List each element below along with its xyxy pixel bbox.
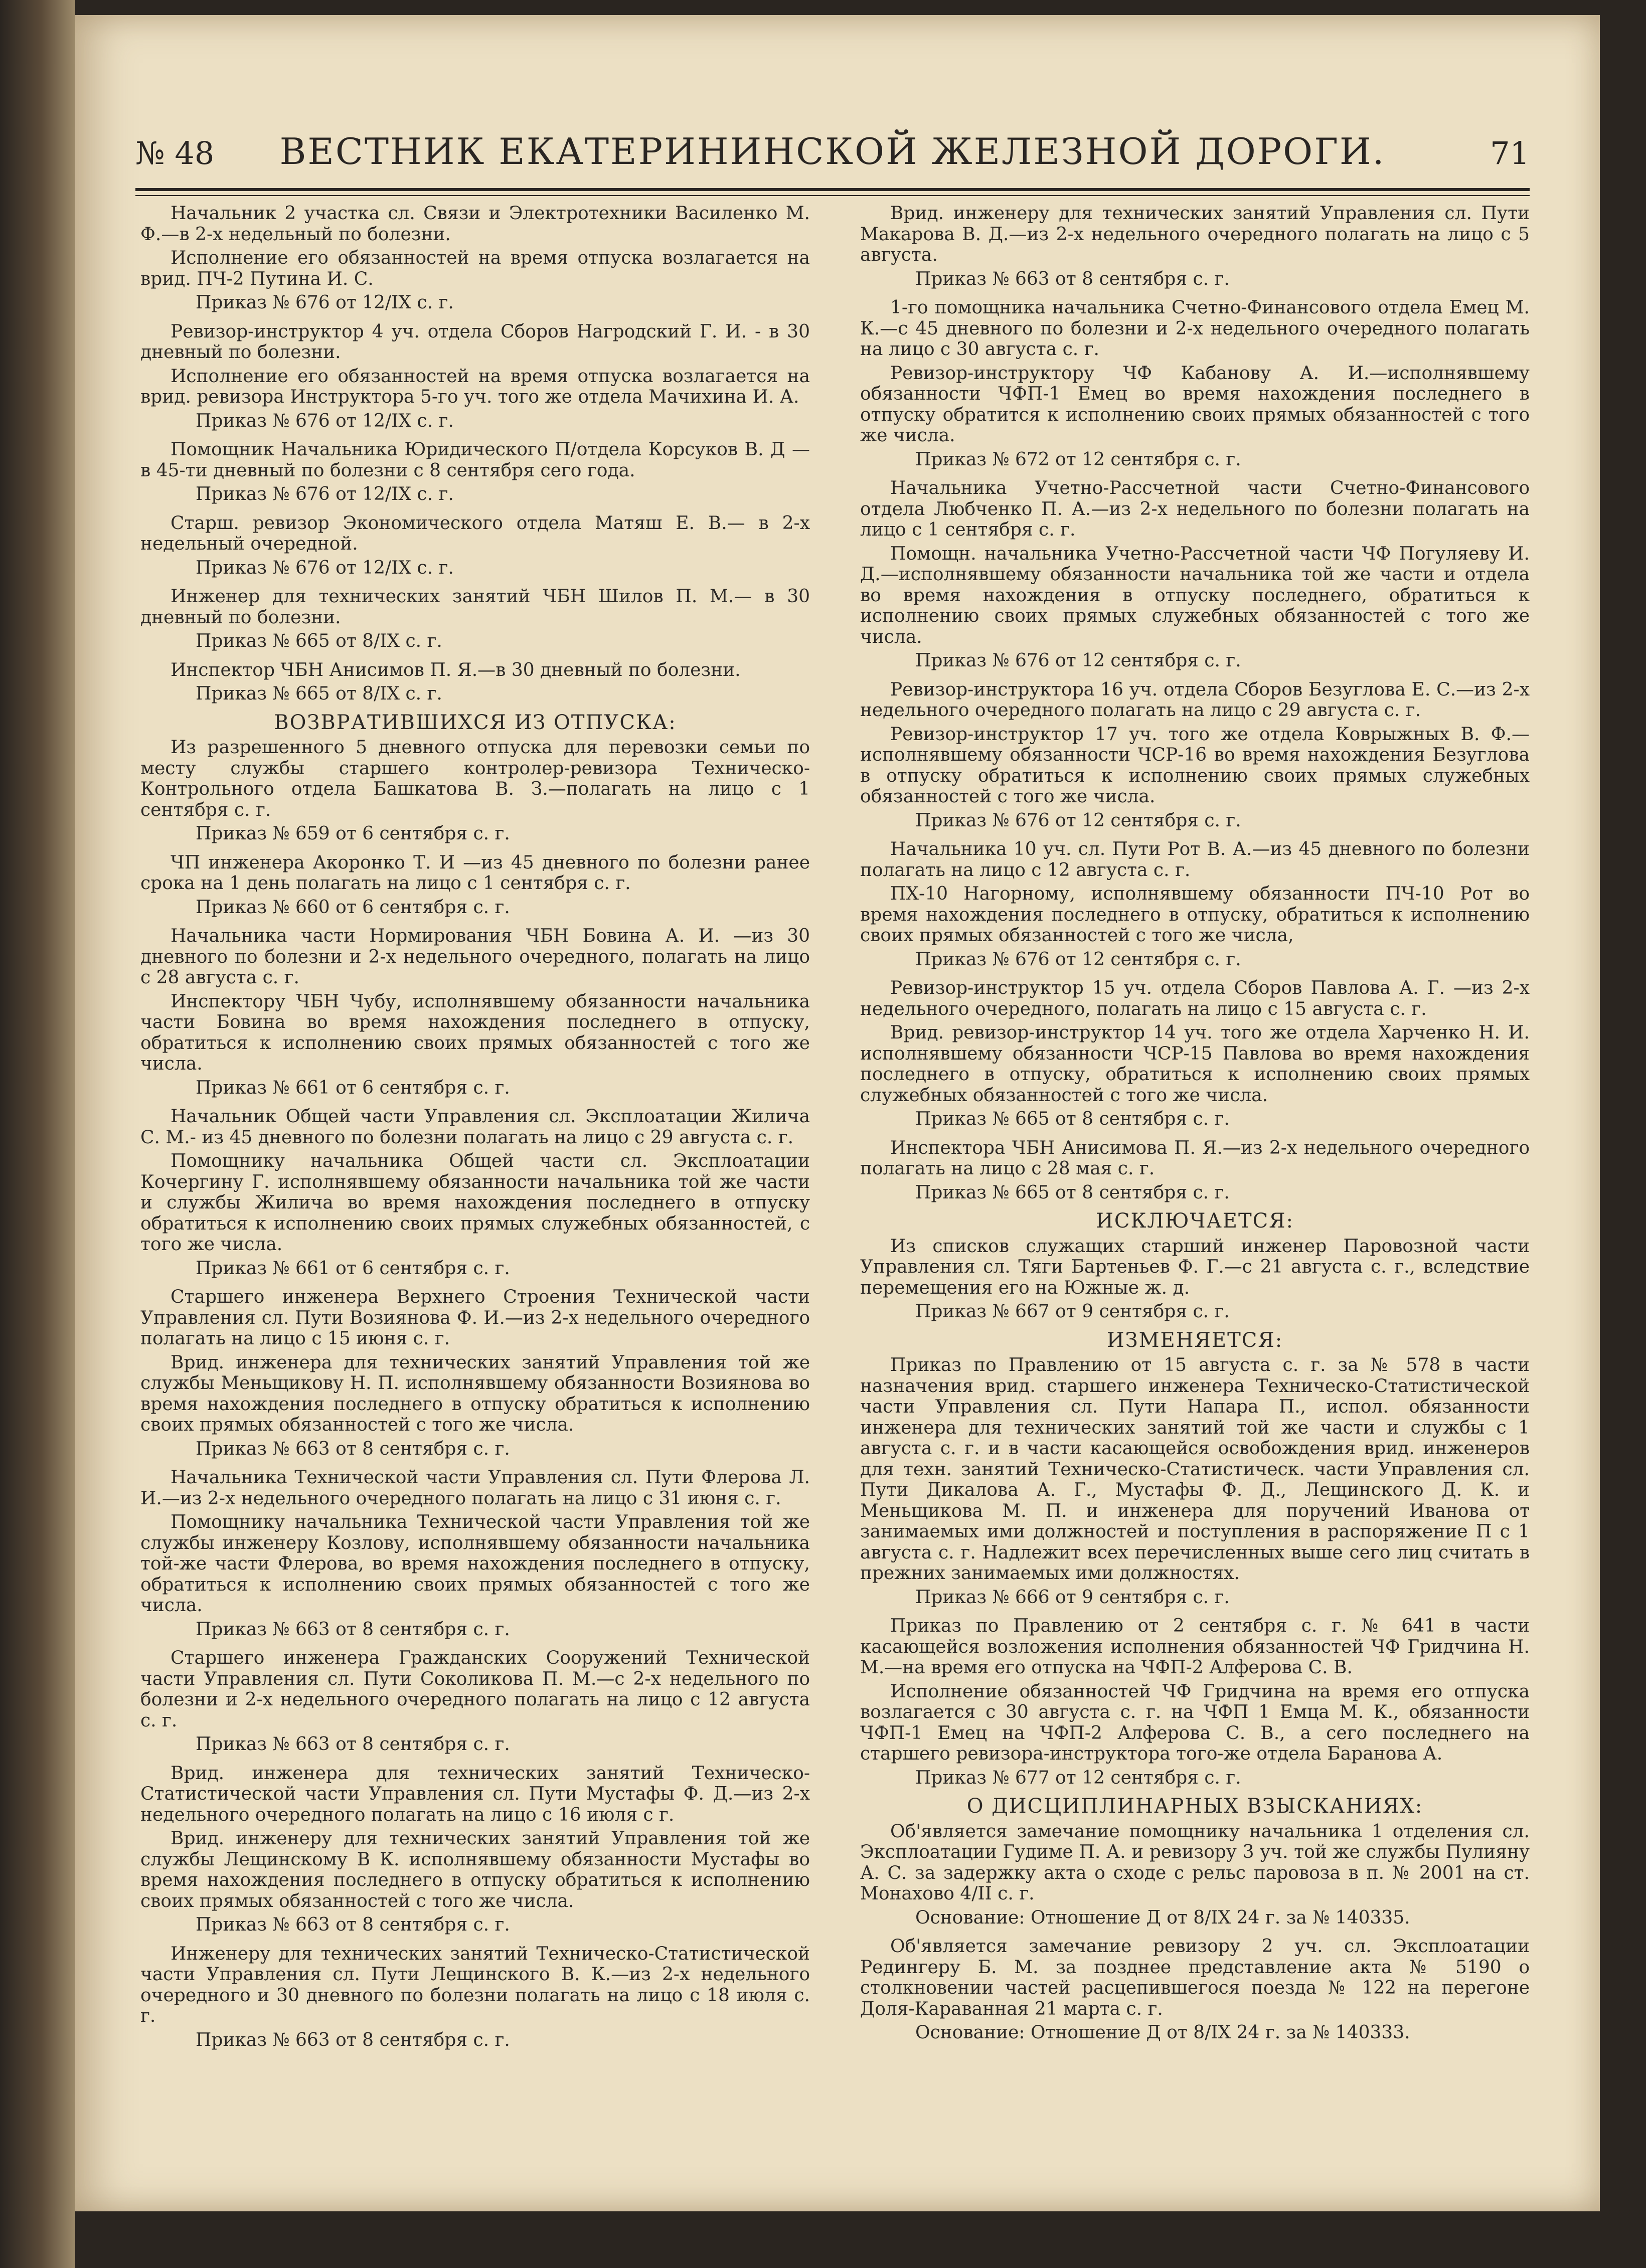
newspaper-page	[75, 15, 1600, 2211]
notice-paragraph: Ревизор-инструктора 16 уч. отдела Сборов Безуглова Е. С.—из 2-х недельного очередного полагать на лицо с 29 августа с. г.	[860, 679, 1530, 721]
order-reference: Приказ № 665 от 8 сентября с. г.	[915, 1109, 1230, 1129]
notice-paragraph: Помощник Начальника Юридического П/отдела Корсуков В. Д —в 45-ти дневный по болезни с 8 сентября сего года.	[140, 439, 810, 481]
notice-paragraph: Инспектор ЧБН Анисимов П. Я.—в 30 дневный по болезни.	[171, 659, 741, 680]
notice-paragraph: Инженер для технических занятий ЧБН Шилов П. М.— в 30 дневный по болезни.	[140, 586, 810, 628]
order-reference: Приказ № 663 от 8 сентября с. г.	[196, 1438, 510, 1459]
order-reference: Приказ № 677 от 12 сентября с. г.	[915, 1767, 1241, 1788]
order-reference: Приказ № 659 от 6 сентября с. г.	[196, 823, 510, 844]
notice-paragraph: Ревизор-инструктор 4 уч. отдела Сборов Нагродский Г. И. - в 30 дневный по болезни.	[140, 321, 810, 363]
page-number: 71	[1490, 135, 1530, 171]
notice-paragraph: Исполнение его обязанностей на время отпуска возлагается на врид. ревизора Инструктора 5-го уч. того же отдела Мачихина И. А.	[140, 366, 810, 407]
order-reference: Приказ № 663 от 8 сентября с. г.	[196, 1734, 510, 1755]
notice-paragraph: Инспектору ЧБН Чубу, исполнявшему обязанности начальника части Бовина во время нахождения последнего в отпуску, обратиться к исполнению своих прямых обязанностей с того же числа.	[140, 991, 810, 1074]
order-reference: Приказ № 676 от 12 сентября с. г.	[915, 650, 1241, 671]
order-reference: Приказ № 665 от 8/IX с. г.	[196, 631, 442, 651]
section-heading: ИСКЛЮЧАЕТСЯ:	[1095, 1209, 1294, 1233]
notice-paragraph: Из списков служащих старший инженер Паровозной части Управления сл. Тяги Бартеньев Ф. Г.—с 21 августа с. г., вследствие перемещения его на Южные ж. д.	[860, 1236, 1530, 1298]
notice-paragraph: Начальник 2 участка сл. Связи и Электротехники Василенко М. Ф.—в 2-х недельный по болезни.	[140, 203, 810, 245]
order-reference: Основание: Отношение Д от 8/IX 24 г. за № 140333.	[915, 2022, 1410, 2043]
notice-paragraph: Врид. инженеру для технических занятий Управления сл. Пути Макарова В. Д.—из 2-х недельного очередного полагать на лицо с 5 августа.	[860, 203, 1530, 265]
order-reference: Приказ № 661 от 6 сентября с. г.	[196, 1258, 510, 1279]
notice-paragraph: Помощнику начальника Технической части Управления той же службы инженеру Козлову, исполнявшему обязанности начальника той-же части Флерова, во время нахождения последнего в отпуску, обратиться к исполнению своих прямых обязанностей с того же числа.	[140, 1512, 810, 1616]
notice-paragraph: Инженеру для технических занятий Техническо-Статистической части Управления сл. Пути Лещинского В. К.—из 2-х недельного очередного и 30 дневного по болезни полагать на лицо с 18 июля с. г.	[140, 1943, 810, 2026]
order-reference: Приказ № 666 от 9 сентября с. г.	[915, 1587, 1230, 1608]
notice-paragraph: Ревизор-инструктору ЧФ Кабанову А. И.—исполнявшему обязанности ЧФП-1 Емец во время нахождения последнего в отпуску обратится к исполнению своих прямых обязанностей с того же числа.	[860, 363, 1530, 446]
header-rule	[135, 188, 1530, 196]
notice-paragraph: Начальника Технической части Управления сл. Пути Флерова Л. И.—из 2-х недельного очередного полагать на лицо с 31 июня с. г.	[140, 1467, 810, 1509]
order-reference: Приказ № 672 от 12 сентября с. г.	[915, 449, 1241, 470]
notice-paragraph: Ревизор-инструктор 17 уч. того же отдела Коврыжных В. Ф.—исполнявшему обязанности ЧСР-16 во время нахождения Безуглова в отпуску обратиться к исполнению своих прямых служебных обязанностей с того же числа.	[860, 724, 1530, 807]
notice-paragraph: Инспектора ЧБН Анисимова П. Я.—из 2-х недельного очередного полагать на лицо с 28 мая с. г.	[860, 1137, 1530, 1179]
notice-paragraph: Исполнение обязанностей ЧФ Гридчина на время его отпуска возлагается с 30 августа с. г. на ЧФП 1 Емца М. К., обязанности ЧФП-1 Емец на ЧФП-2 Алферова С. В., а сего последнего на старшего ревизора-инструктора того-же отдела Баранова А.	[860, 1681, 1530, 1764]
notice-paragraph: Начальника части Нормирования ЧБН Бовина А. И. —из 30 дневного по болезни и 2-х недельного очередного, полагать на лицо с 28 августа с. г.	[140, 926, 810, 988]
order-reference: Приказ № 663 от 8 сентября с. г.	[196, 2029, 510, 2050]
order-reference: Приказ № 676 от 12 сентября с. г.	[915, 810, 1241, 831]
order-reference: Приказ № 663 от 8 сентября с. г.	[196, 1619, 510, 1640]
notice-paragraph: ПХ-10 Нагорному, исполнявшему обязанности ПЧ-10 Рот во время нахождения последнего в отпуску, обратиться к исполнению своих прямых обязанностей с того же числа,	[860, 884, 1530, 946]
notice-paragraph: Врид. инженера для технических занятий Техническо-Статистической части Управления сл. Пути Мустафы Ф. Д.—из 2-х недельного очередного полагать на лицо с 16 июля с г.	[140, 1763, 810, 1825]
order-reference: Приказ № 665 от 8 сентября с. г.	[915, 1182, 1230, 1203]
notice-paragraph: Помощнику начальника Общей части сл. Эксплоатации Кочергину Г. исполнявшему обязанности начальника той же части и службы Жилича во время нахождения последнего в отпуску обратиться к исполнению своих прямых служебных обязанностей, с того же числа.	[140, 1151, 810, 1255]
order-reference: Приказ № 676 от 12/IX с. г.	[196, 557, 454, 578]
left-column	[140, 203, 810, 2058]
masthead-title: ВЕСТНИК ЕКАТЕРИНИНСКОЙ ЖЕЛЕЗНОЙ ДОРОГИ.	[279, 130, 1386, 172]
notice-paragraph: ЧП инженера Акоронко Т. И —из 45 дневного по болезни ранее срока на 1 день полагать на лицо с 1 сентября с. г.	[140, 852, 810, 894]
order-reference: Приказ № 663 от 8 сентября с. г.	[196, 1914, 510, 1935]
section-heading: О ДИСЦИПЛИНАРНЫХ ВЗЫСКАНИЯХ:	[966, 1795, 1423, 1818]
notice-paragraph: Помощн. начальника Учетно-Рассчетной части ЧФ Погуляеву И. Д.—исполнявшему обязанности начальника той же части и отдела во время нахождения в отпуску последнего, обратиться к исполнению своих прямых служебных обязанностей с того же числа.	[860, 543, 1530, 647]
notice-paragraph: Исполнение его обязанностей на время отпуска возлагается на врид. ПЧ-2 Путина И. С.	[140, 248, 810, 289]
order-reference: Основание: Отношение Д от 8/IX 24 г. за № 140335.	[915, 1907, 1410, 1928]
notice-paragraph: Начальника Учетно-Рассчетной части Счетно-Финансового отдела Любченко П. А.—из 2-х недельного по болезни полагать на лицо с 1 сентября с. г.	[860, 478, 1530, 540]
section-heading: ИЗМЕНЯЕТСЯ:	[1106, 1328, 1283, 1352]
right-column	[860, 203, 1530, 2051]
section-heading: ВОЗВРАТИВШИХСЯ ИЗ ОТПУСКА:	[274, 711, 677, 734]
order-reference: Приказ № 676 от 12/IX с. г.	[196, 484, 454, 504]
notice-paragraph: Врид. ревизор-инструктор 14 уч. того же отдела Харченко Н. И. исполнявшему обязанности ЧСР-15 Павлова во время нахождения последнего в отпуску, обратиться к исполнению своих прямых служебных обязанностей с того же числа.	[860, 1022, 1530, 1106]
notice-paragraph: Начальника 10 уч. сл. Пути Рот В. А.—из 45 дневного по болезни полагать на лицо с 12 августа с. г.	[860, 839, 1530, 881]
order-reference: Приказ № 676 от 12 сентября с. г.	[915, 949, 1241, 970]
notice-paragraph: Ревизор-инструктор 15 уч. отдела Сборов Павлова А. Г. —из 2-х недельного очередного, полагать на лицо с 15 августа с. г.	[860, 978, 1530, 1019]
order-reference: Приказ № 665 от 8/IX с. г.	[196, 683, 442, 704]
notice-paragraph: 1-го помощника начальника Счетно-Финансового отдела Емец М. К.—с 45 дневного по болезни и 2-х недельного очередного полагать на лицо с 30 августа с. г.	[860, 297, 1530, 360]
order-reference: Приказ № 660 от 6 сентября с. г.	[196, 897, 510, 918]
book-binding-shadow	[0, 0, 75, 2268]
order-reference: Приказ № 667 от 9 сентября с. г.	[915, 1301, 1230, 1322]
notice-paragraph: Врид. инженера для технических занятий Управления той же службы Меньщикову Н. П. исполнявшему обязанности Возиянова во время нахождения последнего в отпуску обратиться к исполнению своих прямых обязанностей с того же числа.	[140, 1352, 810, 1435]
order-reference: Приказ № 676 от 12/IX с. г.	[196, 292, 454, 313]
order-reference: Приказ № 661 от 6 сентября с. г.	[196, 1077, 510, 1098]
order-reference: Приказ № 676 от 12/IX с. г.	[196, 410, 454, 431]
notice-paragraph: Из разрешенного 5 дневного отпуска для перевозки семьи по месту службы старшего контролер-ревизора Техническо-Контрольного отдела Башкатова В. З.—полагать на лицо с 1 сентября с. г.	[140, 737, 810, 820]
notice-paragraph: Об'является замечание ревизору 2 уч. сл. Эксплоатации Редингеру Б. М. за позднее представление акта № 5190 о столкновении частей расцепившегося поезда № 122 на перегоне Доля-Караванная 21 марта с. г.	[860, 1936, 1530, 2019]
notice-paragraph: Старшего инженера Гражданских Сооружений Технической части Управления сл. Пути Соколикова П. М.—с 2-х недельного по болезни и 2-х недельного очередного полагать на лицо с 12 августа с. г.	[140, 1648, 810, 1731]
notice-paragraph: Об'является замечание помощнику начальника 1 отделения сл. Эксплоатации Гудиме П. А. и ревизору 3 уч. той же службы Пулияну А. С. за задержку акта о сходе с рельс паровоза в п. № 2001 на ст. Монахово 4/II с. г.	[860, 1821, 1530, 1904]
notice-paragraph: Приказ по Правлению от 15 августа с. г. за № 578 в части назначения врид. старшего инженера Техническо-Статистической части Управления сл. Пути Напара П., испол. обязанности инженера для технических занятий той же части и службы с 1 августа с. г. и в части касающейся освобождения врид. инженеров для техн. занятий Техническо-Статистическ. части Управления сл. Пути Дикалова А. Г., Мустафы Ф. Д., Лещинского Д. К. и Меньщикова М. П. и инженера для поручений Иванова от занимаемых ими должностей и поступления в распоряжение П с 1 августа с. г. Надлежит всех перечисленных выше сего лиц считать в прежних занимаемых ими должностях.	[860, 1355, 1530, 1584]
order-reference: Приказ № 663 от 8 сентября с. г.	[915, 268, 1230, 289]
notice-paragraph: Начальник Общей части Управления сл. Эксплоатации Жилича С. М.- из 45 дневного по болезни полагать на лицо с 29 августа с. г.	[140, 1106, 810, 1148]
notice-paragraph: Старш. ревизор Экономического отдела Матяш Е. В.— в 2-х недельный очередной.	[140, 512, 810, 554]
notice-paragraph: Приказ по Правлению от 2 сентября с. г. № 641 в части касающейся возложения исполнения обязанностей ЧФ Гридчина Н. М.—на время его отпуска на ЧФП-2 Алферова С. В.	[860, 1616, 1530, 1678]
issue-number: № 48	[135, 135, 215, 171]
page-header	[135, 130, 1530, 186]
notice-paragraph: Врид. инженеру для технических занятий Управления той же службы Лещинскому В К. исполнявшему обязанности Мустафы во время нахождения последнего в отпуску обратиться к исполнению своих прямых обязанностей с того же числа.	[140, 1828, 810, 1911]
notice-paragraph: Старшего инженера Верхнего Строения Технической части Управления сл. Пути Возиянова Ф. И.—из 2-х недельного очередного полагать на лицо с 15 июня с. г.	[140, 1287, 810, 1349]
